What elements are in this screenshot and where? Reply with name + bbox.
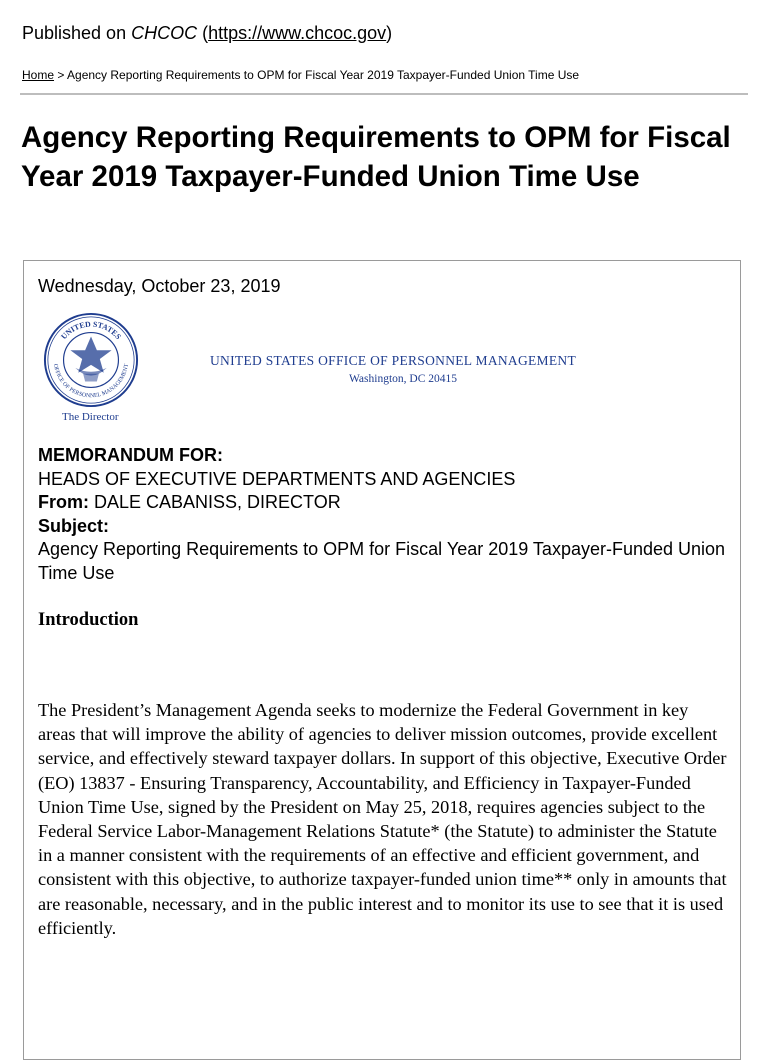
memo-from-line: [38, 491, 728, 515]
close-paren: ): [386, 23, 393, 43]
letterhead-agency-name: UNITED STATES OFFICE OF PERSONNEL MANAGEMENT: [210, 353, 577, 368]
memo-for-value: HEADS OF EXECUTIVE DEPARTMENTS AND AGENCIES: [38, 468, 516, 489]
memo-from-label: From:: [38, 492, 89, 512]
letterhead-seal-area: [42, 311, 142, 431]
memo-subject-label-line: [38, 515, 728, 539]
seal-bottom-text: OFFICE OF PERSONNEL MANAGEMENT: [51, 363, 131, 400]
published-on-line: [22, 20, 392, 46]
memo-subject-value: Agency Reporting Requirements to OPM for Fiscal Year 2019 Taxpayer-Funded Union Time Use: [38, 539, 726, 583]
seal-top-text: UNITED STATES: [59, 319, 123, 342]
director-caption: The Director: [62, 411, 119, 423]
published-prefix: Published on: [22, 23, 132, 43]
memo-subject-label: Subject:: [38, 515, 110, 536]
breadcrumb-separator: >: [54, 68, 68, 82]
memo-from-value: DALE CABANISS, DIRECTOR: [89, 492, 341, 512]
introduction-heading: Introduction: [38, 610, 139, 630]
breadcrumb-home-link[interactable]: Home: [22, 68, 55, 82]
open-paren: (: [197, 23, 209, 43]
breadcrumb: [22, 66, 579, 84]
site-name: CHCOC: [131, 23, 198, 43]
page-title: Agency Reporting Requirements to OPM for Fiscal Year 2019 Taxpayer-Funded Union Time Use: [21, 121, 731, 193]
content-box: [23, 260, 741, 1060]
memo-for-label: MEMORANDUM FOR:: [38, 445, 223, 465]
introduction-paragraph: The President’s Management Agenda seeks to modernize the Federal Government in key areas that will improve the ability of agencies to deliver mission outcomes, provide excellent service, and effectively steward taxpayer dollars. In support of this objective, Executive Order (EO) 13837 - Ensuring Transparency, Accountability, and Efficiency in Taxpayer-Funded Union Time Use, signed by the President on May 25, 2018, requires agencies subject to the Federal Service Labor-Management Relations Statute* (the Statute) to administer the Statute in a manner consistent with the requirements of an effective and efficient government, and consistent with this objective, to authorize taxpayer-funded union time** only in amounts that are reasonable, necessary, and in the public interest and to monitor its use to see that it is used efficiently.: [38, 700, 727, 938]
breadcrumb-current: Agency Reporting Requirements to OPM for Fiscal Year 2019 Taxpayer-Funded Union Time Use: [67, 68, 580, 82]
header-divider: [20, 93, 748, 95]
opm-seal-icon: [42, 311, 140, 409]
site-url-link[interactable]: https://www.chcoc.gov: [208, 23, 387, 43]
memo-header: [38, 444, 728, 585]
letterhead-location: Washington, DC 20415: [349, 373, 458, 385]
post-date: Wednesday, October 23, 2019: [38, 276, 281, 296]
memo-for-label-line: [38, 444, 728, 468]
